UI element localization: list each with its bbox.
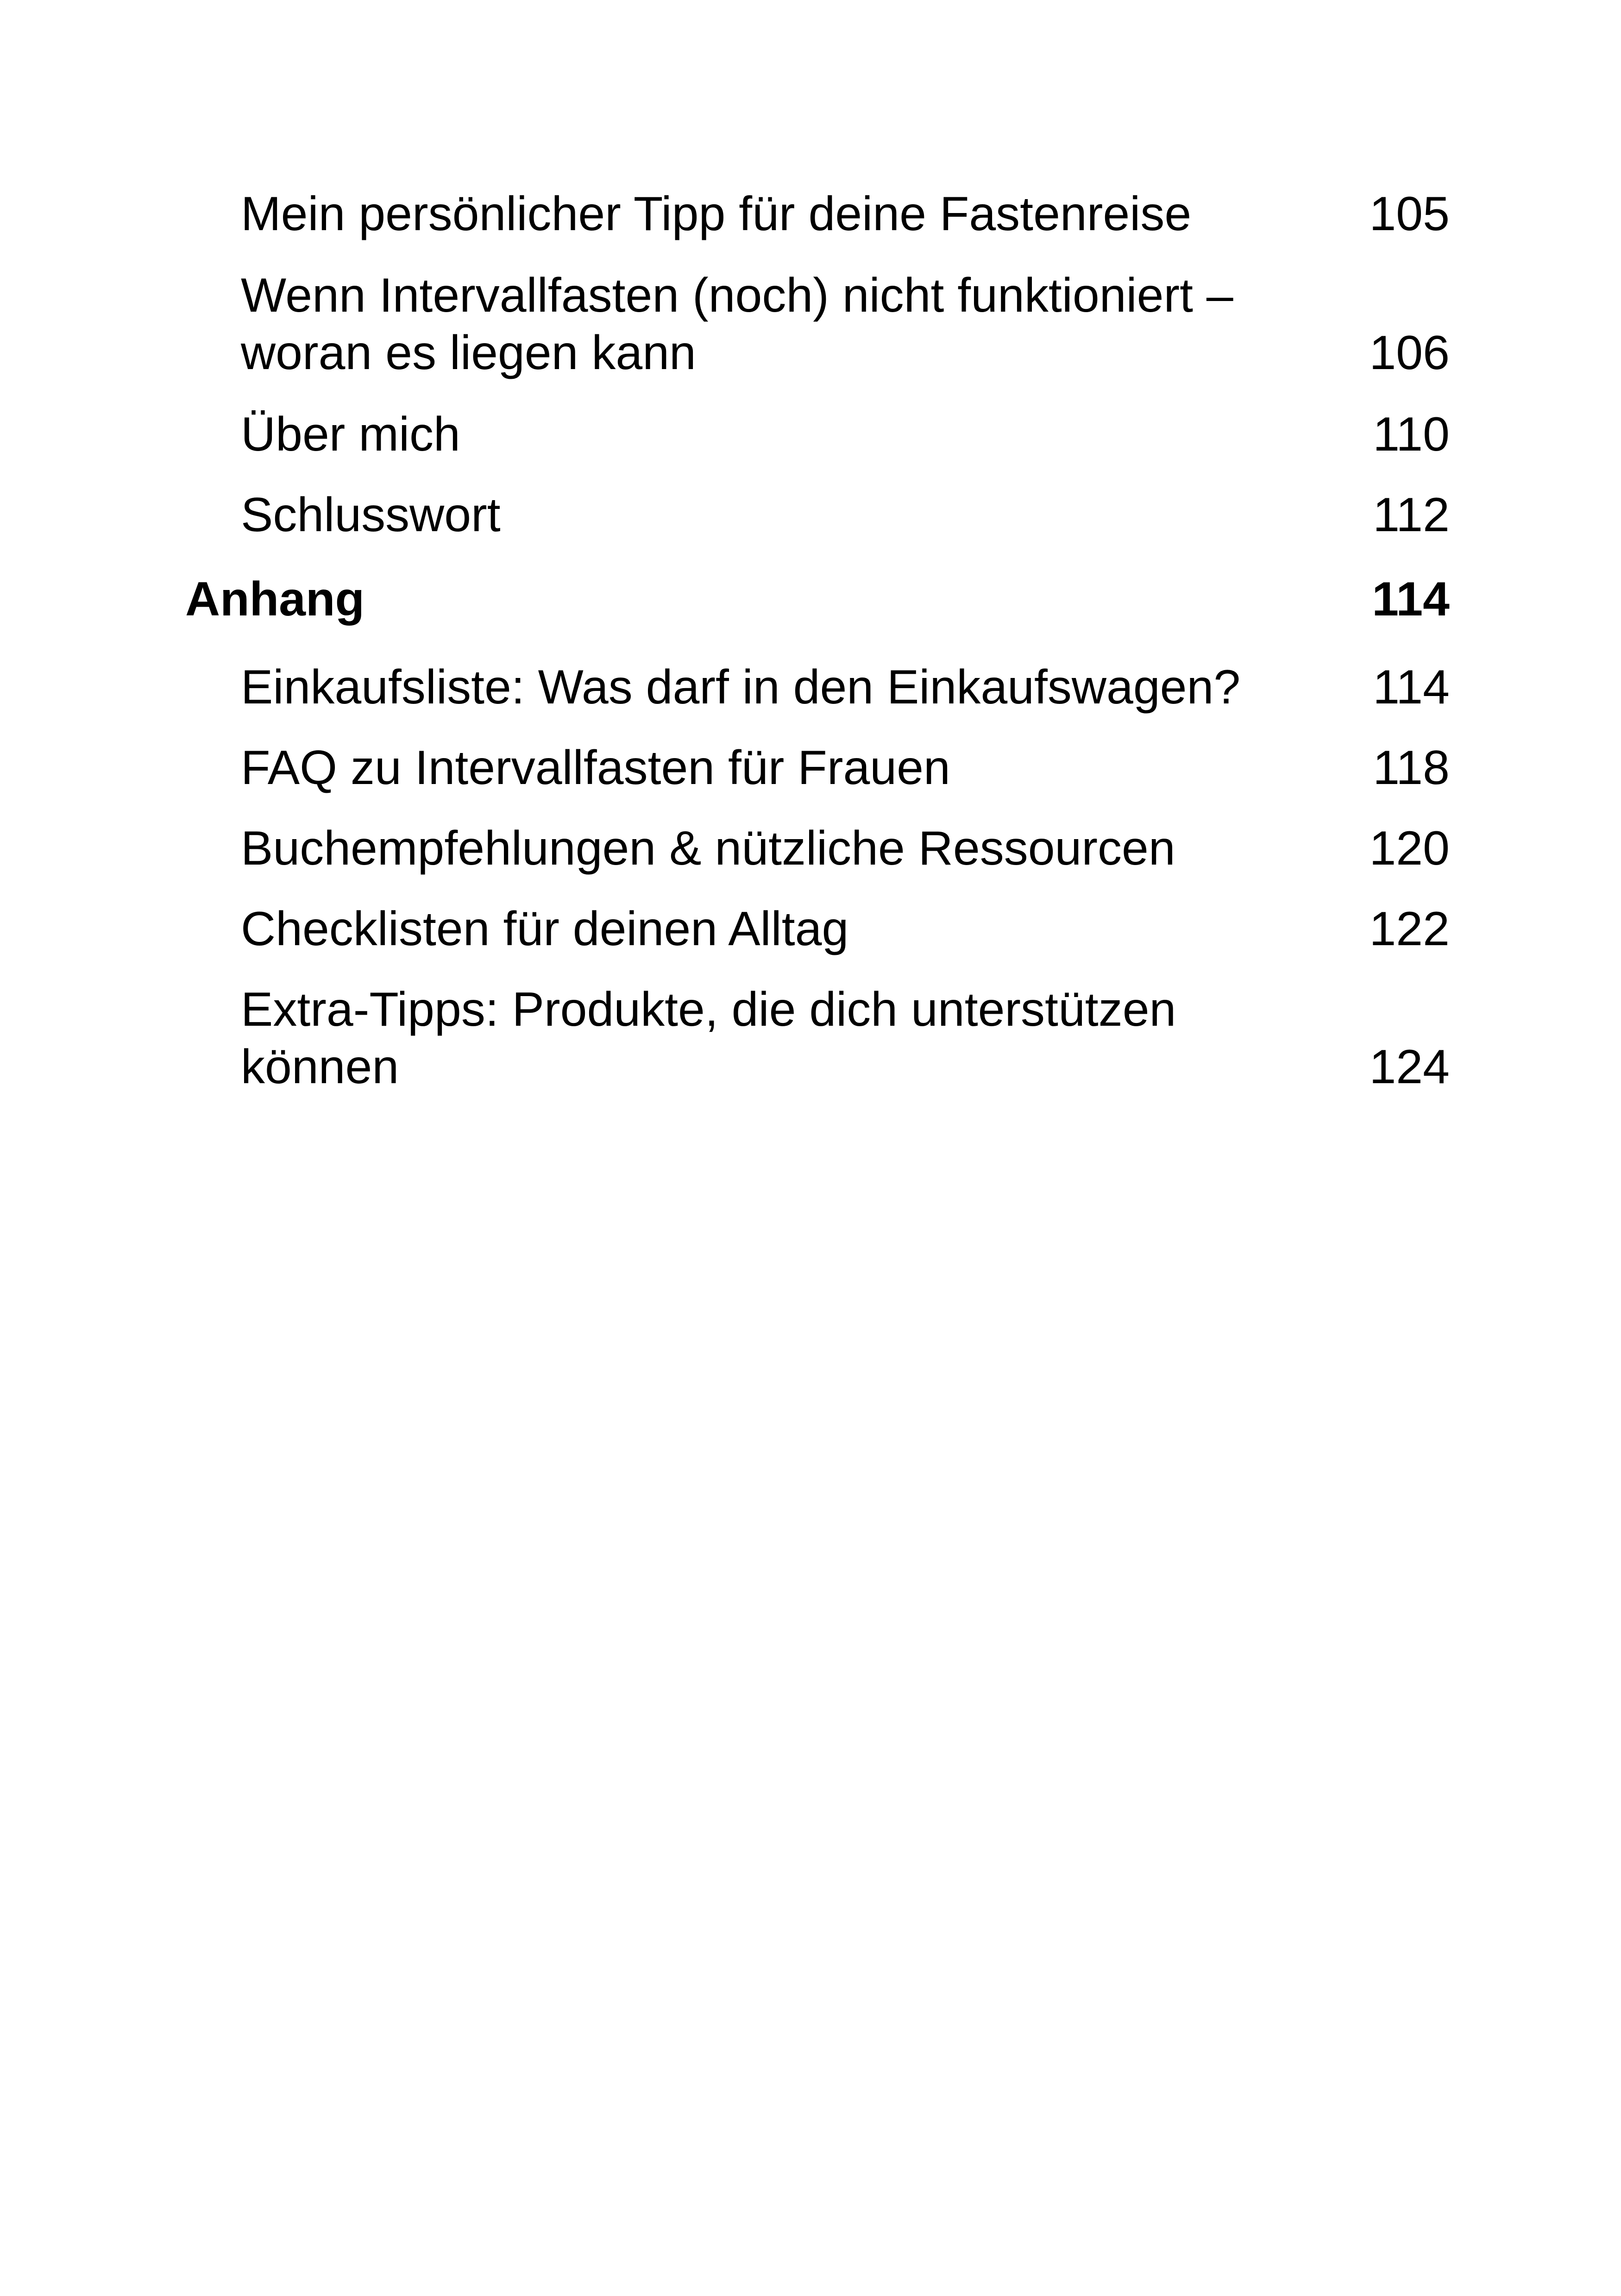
toc-entry-title-line2: können (241, 1040, 399, 1094)
toc-entry-page: 105 (1369, 187, 1450, 241)
toc-section-page: 114 (1372, 572, 1450, 626)
toc-entry-title: Buchempfehlungen & nützliche Ressourcen (241, 822, 1175, 875)
toc-entry-page: 110 (1373, 408, 1450, 461)
toc-entry-title: Wenn Intervallfasten (noch) nicht funktioniert – (241, 269, 1233, 322)
toc-entry-title: Mein persönlicher Tipp für deine Fastenreise (241, 187, 1192, 241)
toc-entry-page: 106 (1369, 326, 1450, 380)
toc-entry-page: 120 (1369, 822, 1450, 875)
toc-entry-title: Checklisten für deinen Alltag (241, 902, 849, 956)
toc-entry-title-line2: woran es liegen kann (241, 326, 696, 380)
toc-entry-page: 122 (1369, 902, 1450, 956)
toc-entry-title: FAQ zu Intervallfasten für Frauen (241, 741, 950, 795)
toc-entry-page: 114 (1373, 660, 1450, 714)
toc-entry-page: 124 (1369, 1040, 1450, 1094)
toc-entry-title: Schlusswort (241, 488, 501, 542)
toc-section-title: Anhang (185, 572, 365, 626)
toc-entry-title: Extra-Tipps: Produkte, die dich unterstützen (241, 983, 1176, 1036)
toc-entry-page: 112 (1373, 488, 1450, 542)
toc-entry-page: 118 (1373, 741, 1450, 795)
toc-entry-title: Über mich (241, 408, 460, 461)
toc-entry-title: Einkaufsliste: Was darf in den Einkaufswagen? (241, 660, 1241, 714)
